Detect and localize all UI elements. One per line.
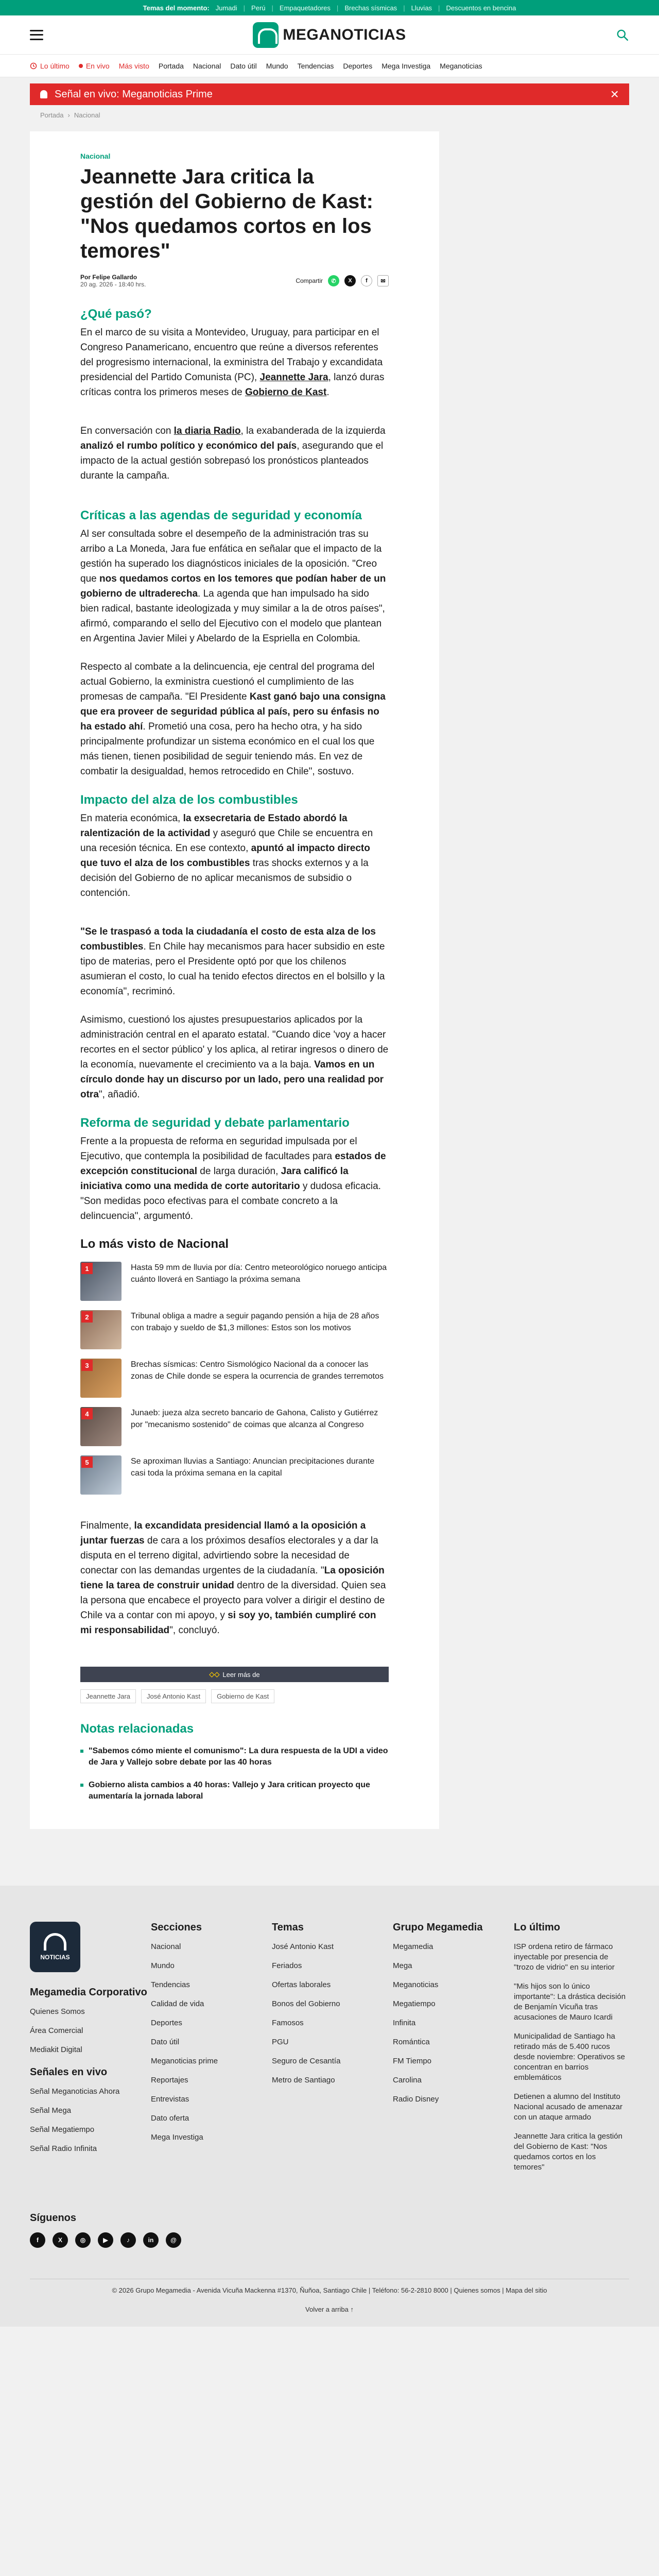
article-meta [80,274,389,288]
footer-link[interactable]: Metro de Santiago [272,2076,335,2084]
nav-item-lo-ultimo[interactable] [30,62,70,70]
follow-us [30,2212,629,2248]
footer-link[interactable]: Reportajes [151,2076,188,2084]
facebook-icon[interactable]: f [30,2232,45,2248]
paragraph: En materia económica, la exsecretaria de Estado abordó la ralentización de la actividad y aseguró que Chile se encuentra en una recesión técnica. En ese contexto, apuntó al impacto directo que tuvo el alza de los combustibles tras shocks externos y a la decisión del Gobierno de no aplicar mecanismos de subsidio o contención. [80,813,373,899]
article-title: Jeannette Jara critica la gestión del Gobierno de Kast: "Nos quedamos cortos en los temores" [80,165,373,262]
footer-heading: Síguenos [30,2212,77,2224]
footer-sections [151,1922,272,2181]
inline-link[interactable]: Gobierno de Kast [245,387,327,398]
trending-bar: Temas del momento: Jumadi | Perú | Empaquetadores | Brechas sísmicas | Lluvias | Descuentos en bencina [0,0,659,15]
inline-link[interactable]: la diaria Radio [174,426,241,436]
footer-heading: Señales en vivo [30,2066,108,2078]
footer-heading: Grupo Megamedia [393,1922,483,1933]
instagram-icon[interactable]: ◎ [75,2232,91,2248]
back-to-top-link[interactable]: Volver a arriba ↑ [305,2306,354,2313]
latest-news-item[interactable]: Jeannette Jara critica la gestión del Gobierno de Kast: "Nos quedamos cortos en los temores" [514,2132,622,2172]
latest-news-item[interactable]: Municipalidad de Santiago ha retirado más de 5.400 rucos desde noviembre: Operativos se concentran en barrios emblemáticos [514,2032,625,2082]
footer-link[interactable]: Mega [393,1961,412,1970]
footer-link[interactable]: Entrevistas [151,2095,189,2104]
rank-badge: 5 [81,1456,93,1468]
nav-item-meganoticias[interactable]: Meganoticias [440,61,482,70]
subheading: Críticas a las agendas de seguridad y economía [80,509,362,522]
footer-link[interactable]: Tendencias [151,1980,190,1989]
main-nav [0,55,659,77]
thumbnail [80,1359,122,1398]
trending-item[interactable]: Empaquetadores [279,4,331,12]
footer-link[interactable]: Infinita [393,2019,416,2027]
footer-link[interactable]: Ofertas laborales [272,1980,331,1989]
paragraph: Frente a la propuesta de reforma en seguridad impulsada por el Ejecutivo, que contempla la posibilidad de facultades para estados de excepción constitucional de larga duración, Jara calificó la iniciativa como una medida de corte autoritario y dudosa eficacia. "Son medidas poco efectivas para el combate concreto a la delincuencia", argumentó. [80,1136,386,1222]
trending-item[interactable]: Jumadi [215,4,237,12]
most-viewed-text: Hasta 59 mm de lluvia por día: Centro meteorológico noruego anticipa cuánto lloverá en Santiago la próxima semana [131,1263,387,1284]
footer-heading: Lo último [514,1922,560,1933]
subheading: Impacto del alza de los combustibles [80,793,298,807]
copyright: © 2026 Grupo Megamedia - Avenida Vicuña Mackenna #1370, Ñuñoa, Santiago Chile | Teléfono: 56-2-2810 8000 | Quienes somos | Mapa del sitio [30,2279,629,2294]
most-viewed-item[interactable] [80,1407,389,1446]
nav-item-portada[interactable]: Portada [158,61,184,70]
footer-link[interactable]: Feriados [272,1961,302,1970]
trending-item[interactable]: Descuentos en bencina [446,4,516,12]
footer-link[interactable]: José Antonio Kast [272,1942,334,1951]
mail-icon[interactable]: ✉ [377,275,389,286]
footer-link[interactable]: Dato útil [151,2038,180,2046]
footer-link[interactable]: Megamedia [393,1942,433,1951]
menu-icon[interactable] [30,30,43,40]
thumbnail [80,1262,122,1301]
close-icon[interactable]: × [610,86,619,102]
footer-logo[interactable]: NOTICIAS [30,1922,80,1972]
read-more-bar [80,1667,389,1682]
rank-badge: 1 [81,1263,93,1274]
thumbnail [80,1407,122,1446]
article-author: Por Felipe Gallardo [80,274,137,281]
site-header [0,15,659,55]
footer-link[interactable]: PGU [272,2038,289,2046]
bullet-icon [80,1784,83,1787]
nav-label: Lo último [40,61,70,70]
paragraph: En el marco de su visita a Montevideo, Uruguay, para participar en el Congreso Panamericano, encuentro que reúne a diversos referentes del progresismo internacional, la exministra del Trabajo y excandidata presidencial del Partido Comunista (PC), Jeannette Jara, lanzó duras críticas contra los primeros meses de Gobierno de Kast. [80,327,385,398]
footer-link[interactable]: Señal Megatiempo [30,2125,95,2134]
most-viewed-item[interactable] [80,1262,389,1301]
footer-link[interactable]: Nacional [151,1942,181,1951]
threads-icon[interactable]: @ [166,2232,181,2248]
bell-icon [40,90,47,98]
bullet-icon [80,1750,83,1753]
linkedin-icon[interactable]: in [143,2232,159,2248]
most-viewed-text: Brechas sísmicas: Centro Sismológico Nacional da a conocer las zonas de Chile donde se espera la ocurrencia de grandes terremotos [131,1360,384,1381]
x-icon[interactable]: X [344,275,356,286]
nav-item-mas-visto[interactable]: Más visto [118,61,149,70]
related-item[interactable]: Gobierno alista cambios a 40 horas: Vallejo y Jara critican proyecto que aumentaría la jornada laboral [80,1780,389,1802]
nav-item-nacional[interactable]: Nacional [193,61,221,70]
footer-link[interactable]: Radio Disney [393,2095,439,2104]
footer-heading: Megamedia Corporativo [30,1987,147,1998]
footer-group [393,1922,514,2181]
footer-link[interactable]: Señal Meganoticias Ahora [30,2087,120,2096]
paragraph: En conversación con la diaria Radio, la exabanderada de la izquierda analizó el rumbo político y económico del país, asegurando que el impacto de la actual gestión sobrepasó los pronósticos planteados durante la campaña. [80,426,386,481]
share-bar [296,275,389,286]
most-viewed-item[interactable] [80,1359,389,1398]
footer-link[interactable]: Deportes [151,2019,182,2027]
paragraph: Respecto al combate a la delincuencia, eje central del programa del actual Gobierno, la exministra cuestionó el cumplimiento de las promesas de campaña. "El Presidente Kast ganó bajo una consigna que era proveer de seguridad pública al país, pero su énfasis no ha estado ahí. Prometió una cosa, pero ha hecho otra, y ha sido principalmente profundizar un sistema económico en el cual los que más tienen, tienen posibilidad de seguir teniendo más. En vez de combatir la desigualdad, hemos retrocedido en Chile", sostuvo. [80,662,386,777]
latest-news-item[interactable]: ISP ordena retiro de fármaco inyectable por presencia de "trozo de vidrio" en su interior [514,1942,615,1972]
footer-link[interactable]: Romántica [393,2038,430,2046]
rank-badge: 4 [81,1408,93,1419]
footer-link[interactable]: Mediakit Digital [30,2045,82,2054]
footer-link[interactable]: Señal Radio Infinita [30,2144,97,2153]
clock-icon [30,62,37,70]
footer-link[interactable]: Dato oferta [151,2114,189,2123]
most-viewed-widget [80,1237,389,1495]
footer-link[interactable]: Mega Investiga [151,2133,203,2142]
trending-item[interactable]: Lluvias [411,4,432,12]
arrows-icon: ◇◇ [209,1670,220,1678]
thumbnail [80,1310,122,1349]
subheading: ¿Qué pasó? [80,307,152,321]
tag-list [80,1689,389,1703]
tag-item[interactable]: Gobierno de Kast [211,1689,274,1703]
nav-item-mundo[interactable]: Mundo [266,61,288,70]
footer-link[interactable]: Megatiempo [393,1999,436,2008]
footer-latest [514,1922,627,2181]
related-item[interactable]: "Sabemos cómo miente el comunismo": La dura respuesta de la UDI a video de Jara y Vallejo sobre debate por las 40 horas [80,1745,389,1768]
search-icon[interactable] [616,28,629,42]
footer-link[interactable]: Famosos [272,2019,304,2027]
whatsapp-icon[interactable]: ✆ [328,275,339,286]
logo-mark-icon [44,1933,66,1951]
footer-heading: Temas [272,1922,304,1933]
paragraph: Al ser consultada sobre el desempeño de la administración tras su arribo a La Moneda, Jara fue enfática en señalar que el impacto de la gestión ha superado los diagnósticos iniciales de la oposición. "Creo que nos quedamos cortos en los temores que podían haber de un gobierno de ultraderecha. La agenda que han impulsado ha sido bien radical, bastante ideologizada y muy similar a la de otros países", afirmó, comparando el sello del Ejecutivo con el modelo que plantean en Argentina Javier Milei y Abelardo de la Espriella en Colombia. [80,529,386,644]
footer-link[interactable]: Meganoticias prime [151,2057,218,2065]
youtube-icon[interactable]: ▶ [98,2232,113,2248]
paragraph: Finalmente, la excandidata presidencial llamó a la oposición a juntar fuerzas de cara a los próximos desafíos electorales y a dar la disputa en el terreno digital, advirtiendo sobre la necesidad de conectar con las demandas urgentes de la ciudadanía. "La oposición tiene la tarea de construir unidad dentro de la diversidad. Quien sea la persona que encabece el proyecto para volver a dirigir el destino de Chile va a contar con mi apoyo, y si soy yo, también cumpliré con mi responsabilidad", concluyó. [80,1520,386,1636]
tiktok-icon[interactable]: ♪ [120,2232,136,2248]
trending-label: Temas del momento: [143,4,210,12]
footer-link[interactable]: Bonos del Gobierno [272,1999,340,2008]
footer-link[interactable]: Mundo [151,1961,175,1970]
nav-item-en-vivo[interactable] [79,62,110,70]
breadcrumb-item[interactable]: Portada [40,111,64,119]
most-viewed-text: Se aproximan lluvias a Santiago: Anuncian precipitaciones durante casi toda la próxima semana en la capital [131,1457,375,1478]
inline-link[interactable]: Jeannette Jara [259,372,328,383]
thumbnail [80,1455,122,1495]
share-label: Compartir [296,277,323,284]
site-logo[interactable] [253,22,406,48]
most-viewed-item[interactable] [80,1310,389,1349]
logo-text: MEGANOTICIAS [283,26,406,43]
breadcrumb: Portada › Nacional [40,111,100,119]
footer-link[interactable]: FM Tiempo [393,2057,432,2065]
footer-link[interactable]: Seguro de Cesantía [272,2057,341,2065]
nav-item-mega-investiga[interactable]: Mega Investiga [381,61,431,70]
live-banner-text: Señal en vivo: Meganoticias Prime [55,88,213,100]
x-icon[interactable]: X [53,2232,68,2248]
read-more-label: Leer más de [222,1670,260,1679]
trending-item[interactable]: Brechas sísmicas [344,4,397,12]
footer-link[interactable]: Señal Mega [30,2106,72,2115]
most-viewed-text: Junaeb: jueza alza secreto bancario de Gahona, Calisto y Gutiérrez por "mecanismo sostenido" de coimas que alcanza al Congreso [131,1409,378,1429]
trending-item[interactable]: Perú [251,4,266,12]
breadcrumb-item[interactable]: Nacional [74,111,100,119]
article-section[interactable]: Nacional [80,152,111,160]
logo-mark-icon [253,22,279,48]
footer-heading: Secciones [151,1922,202,1933]
footer-topics [272,1922,393,2181]
most-viewed-text: Tribunal obliga a madre a seguir pagando pensión a hija de 28 años con trabajo y sueldo de $1,3 millones: Estos son los motivos [131,1312,379,1332]
footer-link[interactable]: Meganoticias [393,1980,439,1989]
nav-item-dato-util[interactable]: Dato útil [230,61,257,70]
tag-item[interactable]: Jeannette Jara [80,1689,136,1703]
rank-badge: 3 [81,1360,93,1371]
footer-link[interactable]: Calidad de vida [151,1999,204,2008]
live-banner[interactable] [30,83,629,105]
live-dot-icon [79,64,83,68]
latest-news-item[interactable]: "Mis hijos son lo único importante": La drástica decisión de Benjamín Vicuña tras acusaciones de Mauro Icardi [514,1982,626,2022]
rank-badge: 2 [81,1311,93,1323]
footer-link[interactable]: Área Comercial [30,2026,83,2035]
nav-label: En vivo [85,61,110,70]
article-date: 20 ag. 2026 - 18:40 hrs. [80,281,146,288]
paragraph: "Se le traspasó a toda la ciudadanía el costo de esta alza de los combustibles. En Chile hay mecanismos para hacer subsidio en este tipo de materias, pero el Presidente optó por que los chilenos asumieran el costo, lo cual ha tenido efectos directos en el bolsillo y la economía", recriminó. [80,926,385,997]
subheading: Reforma de seguridad y debate parlamentario [80,1116,350,1130]
related-notes [80,1722,389,1802]
most-viewed-item[interactable] [80,1455,389,1495]
latest-news-item[interactable]: Detienen a alumno del Instituto Nacional acusado de amenazar con un ataque armado [514,2092,622,2122]
nav-item-tendencias[interactable]: Tendencias [297,61,334,70]
footer-link[interactable]: Carolina [393,2076,422,2084]
paragraph: Asimismo, cuestionó los ajustes presupuestarios aplicados por la administración central en el aparato estatal. "Cuando dice 'voy a hacer recortes en el sector público' y los aplica, al retirar ingresos o dinero de la economía, nuevamente el crecimiento va a la baja. Vamos en un círculo donde hay un discurso por un lado, pero una realidad por otra", añadió. [80,1014,389,1100]
article [30,131,439,1829]
facebook-icon[interactable]: f [361,275,372,286]
nav-item-deportes[interactable]: Deportes [343,61,373,70]
footer-link[interactable]: Quienes Somos [30,2007,85,2016]
related-title: Notas relacionadas [80,1722,194,1736]
site-footer [0,1886,659,2327]
tag-item[interactable]: José Antonio Kast [141,1689,206,1703]
most-viewed-title: Lo más visto de Nacional [80,1237,229,1251]
footer-corporate [30,1922,151,2181]
